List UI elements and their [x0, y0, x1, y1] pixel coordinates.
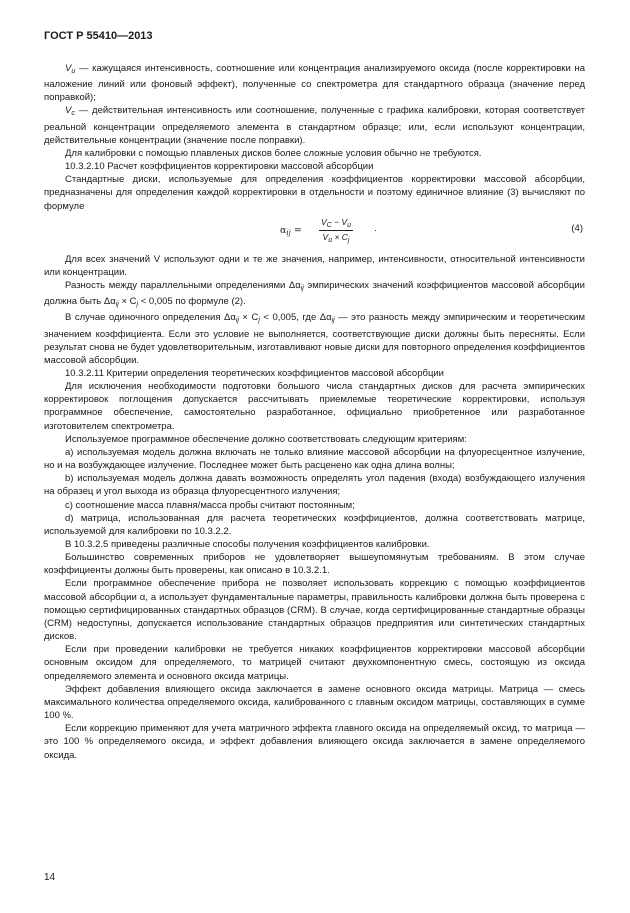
paragraph: Стандартные диски, используемые для определения коэффициентов корректировки массовой абсорбции, предназначены для определения каждой корректировки в отдельности и поэтому единичное влияние (3) вычисляют по формуле — [44, 174, 585, 212]
formula-4 — [44, 217, 585, 247]
paragraph: Большинство современных приборов не удовлетворяет вышеупомянутым требованиям. В этом случае коэффициенты должны быть проверены, как описано в 10.3.2.1. — [44, 552, 585, 577]
formula-denominator: $V_u \times C_j$ — [322, 231, 350, 244]
section-heading: 10.3.2.11 Критерии определения теоретических коэффициентов массовой абсорбции — [65, 367, 444, 379]
formula-lhs: $\alpha_{ij}$ = — [280, 224, 302, 237]
list-item-c: с) соотношение масса плавня/масса пробы считают постоянным; — [65, 499, 355, 511]
paragraph: Если при проведении калибровки не требуется никаких коэффициентов корректировки массовой абсорбции основным оксидом для определяемого, то матрицей считают двухкомпонентную смесь, состоящую из оксида определяемого элемента и основного оксида матрицы. — [44, 644, 585, 682]
document-header: ГОСТ Р 55410—2013 — [44, 30, 153, 42]
list-item-a: а) используемая модель должна включать не только влияние массовой абсорбции на флуоресцентное излучение, но и на возбуждающее излучение. Последнее может быть расценено как одна длина волны; — [44, 446, 585, 472]
paragraph: Используемое программное обеспечение должно соответствовать следующим критериям: — [65, 433, 467, 445]
formula-numerator: $V_C - V_u$ — [321, 216, 351, 229]
paragraph-delta: Разность между параллельными определениями $\Delta\alpha_{ij}$ эмпирических значений коэффициентов массовой абсорбции должна быть $\Delta\alpha_{ij} \times C_j < 0,005$ по формуле (2). — [44, 280, 585, 309]
paragraph: В 10.3.2.5 приведены различные способы получения коэффициентов калибровки. — [65, 539, 430, 550]
definition-vu: $V_u$ — кажущаяся интенсивность, соотношение или концентрация анализируемого оксида (после корректировки на наложение линий или фоновый эффект), полученные со спектрометра для стандартного образца (значение перед поправкой); — [44, 63, 586, 104]
formula-number: (4) — [571, 222, 583, 234]
paragraph: Для исключения необходимости подготовки большого числа стандартных дисков для расчета эмпирических корректировок поглощения допускается рассчитывать приемлемые теоретические корректировки, используя программное обеспечение, самостоятельно разработанное, официально приобретенное или разработанное изготовителем спектрометра. — [44, 381, 585, 432]
list-item-b: b) используемая модель должна давать возможность определять угол падения (входа) возбуждающего излучения на образец и угол выхода из образца флуоресцентного излучения; — [44, 473, 585, 498]
paragraph: Если программное обеспечение прибора не позволяет использовать коррекцию с помощью коэффициентов массовой абсорбции α, а использует фундаментальные параметры, правильность калибровки должна быть проверена с помощью сертифицированных стандартных образцов (CRM). В случае, когда сертифицированные стандартные образцы (CRM) недоступны, допускается использование стандартных образцов предприятия или синтетических стандартных дисков. — [44, 578, 585, 643]
section-heading: 10.3.2.10 Расчет коэффициентов корректировки массовой абсорбции — [65, 161, 374, 173]
formula-fraction — [319, 217, 353, 244]
paragraph: Для всех значений V используют одни и те же значения, например, интенсивности, относительной интенсивности или концентрации. — [44, 253, 585, 278]
paragraph: Для калибровки с помощью плавленых дисков более сложные условия обычно не требуются. — [65, 147, 482, 159]
paragraph: Если коррекцию применяют для учета матричного эффекта главного оксида на определяемый оксид, то матрица — это 100 % определяемого оксида, и эффект добавления влияющего оксида заключается в замене определяемого оксида. — [44, 723, 585, 761]
list-item-d: d) матрица, использованная для расчета теоретических коэффициентов, должна соответствовать матрице, используемой для калибровки по 10.3.2.2. — [44, 512, 585, 537]
paragraph: Эффект добавления влияющего оксида заключается в замене основного оксида матрицы. Матрица — смесь максимального количества определяемого оксида, калиброванного с главным оксидом матрицы, составляющих в сумме 100 %. — [44, 683, 585, 722]
definition-vc: $V_c$ — действительная интенсивность или соотношение, полученные с графика калибровки, которая соответствует реальной концентрации определяемого элемента в стандартном образце; или, если используют концентрации, действительные концентрации (значение после поправки). — [44, 105, 586, 146]
page-number: 14 — [44, 872, 56, 883]
document-page — [44, 30, 585, 762]
paragraph-single-determination: В случае одиночного определения $\Delta\alpha_{ij} \times C_j < 0,005$, где $\Delta\alpha_{ij}$ — это разность между эмпирическим и теоретическим значением коэффициента. Если это условие не выполняется, соответствующие диски должны быть пересняты. Если результат снова не будет удовлетворительным, изготавливают новые диски для повторного определения коэффициентов массовой абсорбции. — [44, 312, 585, 366]
formula-dot: · — [374, 224, 378, 236]
